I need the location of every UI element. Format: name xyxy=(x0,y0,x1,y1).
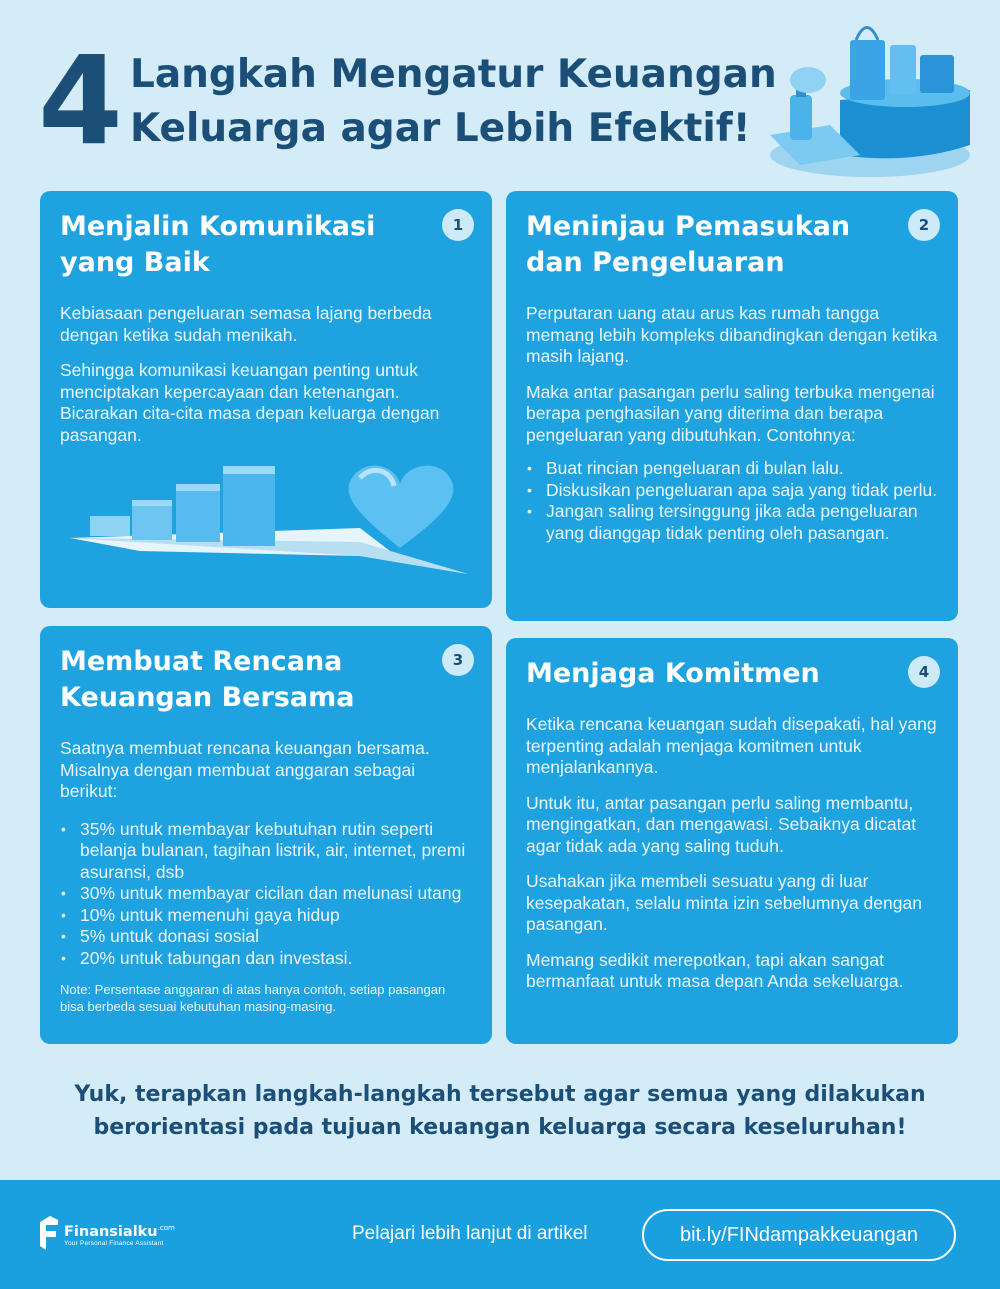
card-paragraph: Perputaran uang atau arus kas rumah tangga memang lebih kompleks dibandingkan dengan ketika masih lajang. xyxy=(526,303,938,366)
list-item: • Diskusikan pengeluaran apa saja yang tidak perlu. xyxy=(526,480,938,502)
card-step-2 xyxy=(506,191,958,621)
bullet-list xyxy=(60,819,472,970)
list-item: • 10% untuk memenuhi gaya hidup xyxy=(60,905,472,927)
step-number-badge: 2 xyxy=(908,209,940,241)
step-number-badge: 4 xyxy=(908,656,940,688)
logo-tagline: Your Personal Finance Assistant xyxy=(64,1240,164,1248)
closing-line-1: Yuk, terapkan langkah-langkah tersebut agar semua yang dilakukan xyxy=(74,1082,926,1107)
finansialku-logo[interactable] xyxy=(38,1216,175,1252)
card-paragraph: Untuk itu, antar pasangan perlu saling membantu, mengingatkan, dan mengawasi. Sebaiknya dicatat agar tidak ada yang saling tuduh. xyxy=(526,792,917,856)
title-line-1: Langkah Mengatur Keuangan xyxy=(130,52,777,97)
page-title xyxy=(130,48,790,156)
closing-message xyxy=(0,1078,1000,1144)
learn-more-text: Pelajari lebih lanjut di artikel xyxy=(352,1223,588,1244)
shopping-savings-illustration xyxy=(760,15,980,185)
card-paragraph: Memang sedikit merepotkan, tapi akan sangat bermanfaat untuk masa depan Anda sekeluarga. xyxy=(526,949,904,991)
growth-bars-heart-illustration xyxy=(60,456,472,586)
article-link-button[interactable]: bit.ly/FINdampakkeuangan xyxy=(642,1209,956,1261)
list-item: • Jangan saling tersinggung jika ada pengeluaran yang dianggap tidak penting oleh pasangan. xyxy=(526,501,938,544)
card-step-4 xyxy=(506,638,958,1044)
list-item: • Buat rincian pengeluaran di bulan lalu. xyxy=(526,458,938,480)
card-paragraph: Ketika rencana keuangan sudah disepakati, hal yang terpenting adalah menjaga komitmen untuk menjalankannya. xyxy=(526,714,937,777)
big-number: 4 xyxy=(38,30,120,172)
card-paragraph: Kebiasaan pengeluaran semasa lajang berbeda dengan ketika sudah menikah. xyxy=(60,303,432,345)
card-paragraph: Maka antar pasangan perlu saling terbuka mengenai berapa penghasilan yang diterima dan berapa pengeluaran yang dibutuhkan. Contohnya: xyxy=(526,381,935,445)
step-number-badge: 3 xyxy=(442,644,474,676)
bullet-list xyxy=(526,458,938,544)
card-title: Menjaga Komitmen xyxy=(526,658,820,689)
step-number-badge: 1 xyxy=(442,209,474,241)
card-paragraph: Usahakan jika membeli sesuatu yang di luar kesepakatan, selalu minta izin sebelumnya dengan pasangan. xyxy=(526,871,922,934)
closing-line-2: berorientasi pada tujuan keuangan keluarga secara keseluruhan! xyxy=(93,1115,907,1140)
list-item: • 5% untuk donasi sosial xyxy=(60,926,472,948)
title-line-2: Keluarga agar Lebih Efektif! xyxy=(130,106,751,151)
card-title: Meninjau Pemasukan dan Pengeluaran xyxy=(526,211,851,278)
card-title: Membuat Rencana Keuangan Bersama xyxy=(60,646,355,713)
card-paragraph: Sehingga komunikasi keuangan penting untuk menciptakan kepercayaan dan ketenangan. Bicarakan cita-cita masa depan keluarga dengan pasangan. xyxy=(60,360,440,445)
card-step-3 xyxy=(40,626,492,1044)
header xyxy=(0,0,1000,190)
card-paragraph: Saatnya membuat rencana keuangan bersama. Misalnya dengan membuat anggaran sebagai berikut: xyxy=(60,738,430,801)
finansialku-logo-icon xyxy=(38,1216,60,1252)
card-step-1 xyxy=(40,191,492,608)
list-item: • 30% untuk membayar cicilan dan melunasi utang xyxy=(60,883,472,905)
footer xyxy=(0,1180,1000,1289)
budget-note: Note: Persentase anggaran di atas hanya contoh, setiap pasangan bisa berbeda sesuai kebutuhan masing-masing. xyxy=(60,982,446,1014)
card-title: Menjalin Komunikasi yang Baik xyxy=(60,211,376,278)
list-item: • 35% untuk membayar kebutuhan rutin seperti belanja bulanan, tagihan listrik, air, internet, premi asuransi, dsb xyxy=(60,819,472,884)
logo-name: Finansialku xyxy=(64,1223,158,1240)
list-item: • 20% untuk tabungan dan investasi. xyxy=(60,948,472,970)
logo-suffix: .com xyxy=(157,1223,175,1232)
